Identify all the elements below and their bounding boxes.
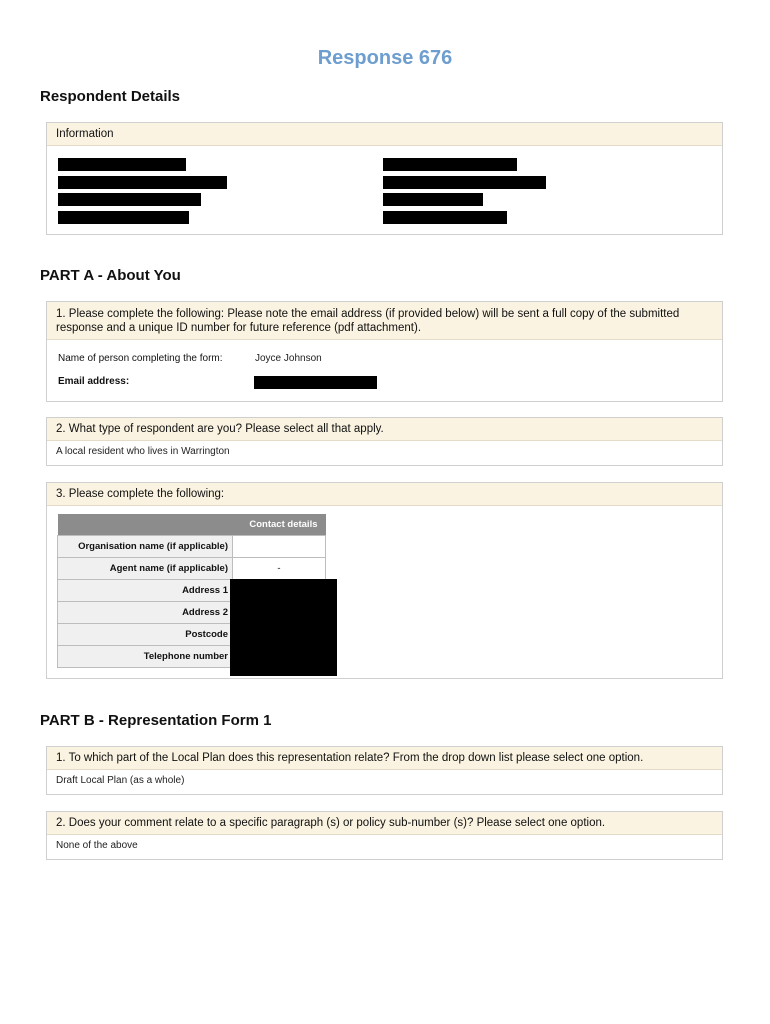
row-value: - [233, 558, 326, 580]
part-a-q1-question: 1. Please complete the following: Please note the email address (if provided below) will be sent a full copy of the submitted response and a unique ID number for future reference (pdf attachment). [47, 302, 722, 340]
row-label: Address 1 [58, 580, 233, 602]
table-header-contact: Contact details [233, 514, 326, 536]
name-value: Joyce Johnson [255, 353, 322, 364]
redacted-block [58, 176, 227, 189]
redacted-block [383, 211, 507, 224]
part-b-q1-answer: Draft Local Plan (as a whole) [56, 775, 185, 786]
part-b-q2-box [46, 811, 723, 860]
info-box-header: Information [47, 123, 722, 146]
part-b-heading: PART B - Representation Form 1 [40, 712, 272, 729]
part-b-q2-answer: None of the above [56, 840, 138, 851]
row-label: Postcode [58, 624, 233, 646]
part-a-q2-question: 2. What type of respondent are you? Please select all that apply. [47, 418, 722, 441]
redacted-block [58, 158, 186, 171]
part-a-q2-answer: A local resident who lives in Warrington [56, 446, 230, 457]
part-a-q3-box [46, 482, 723, 679]
page-title: Response 676 [317, 47, 453, 69]
redacted-block [58, 211, 189, 224]
redacted-email [254, 376, 377, 389]
respondent-details-heading: Respondent Details [40, 88, 181, 105]
part-b-q1-question: 1. To which part of the Local Plan does this representation relate? From the drop down list please select one option. [47, 747, 722, 770]
redacted-block [383, 176, 546, 189]
name-label: Name of person completing the form: [58, 353, 223, 364]
redacted-block [58, 193, 201, 206]
row-label: Telephone number [58, 646, 233, 668]
row-label: Address 2 [58, 602, 233, 624]
part-b-q1-box [46, 746, 723, 795]
table-header-blank [58, 514, 233, 536]
part-a-q2-box [46, 417, 723, 466]
redacted-block [383, 158, 517, 171]
part-a-q3-question: 3. Please complete the following: [47, 483, 722, 506]
redacted-block [383, 193, 483, 206]
part-b-q2-question: 2. Does your comment relate to a specific paragraph (s) or policy sub-number (s)? Please select one option. [47, 812, 722, 835]
table-row [58, 536, 326, 558]
email-label: Email address: [58, 376, 130, 387]
part-a-q1-box [46, 301, 723, 402]
row-label: Organisation name (if applicable) [58, 536, 233, 558]
row-value [233, 536, 326, 558]
part-a-heading: PART A - About You [40, 267, 181, 284]
row-label: Agent name (if applicable) [58, 558, 233, 580]
redacted-address-block [230, 579, 337, 676]
respondent-info-box [46, 122, 723, 235]
table-header-row [58, 514, 326, 536]
table-row [58, 558, 326, 580]
